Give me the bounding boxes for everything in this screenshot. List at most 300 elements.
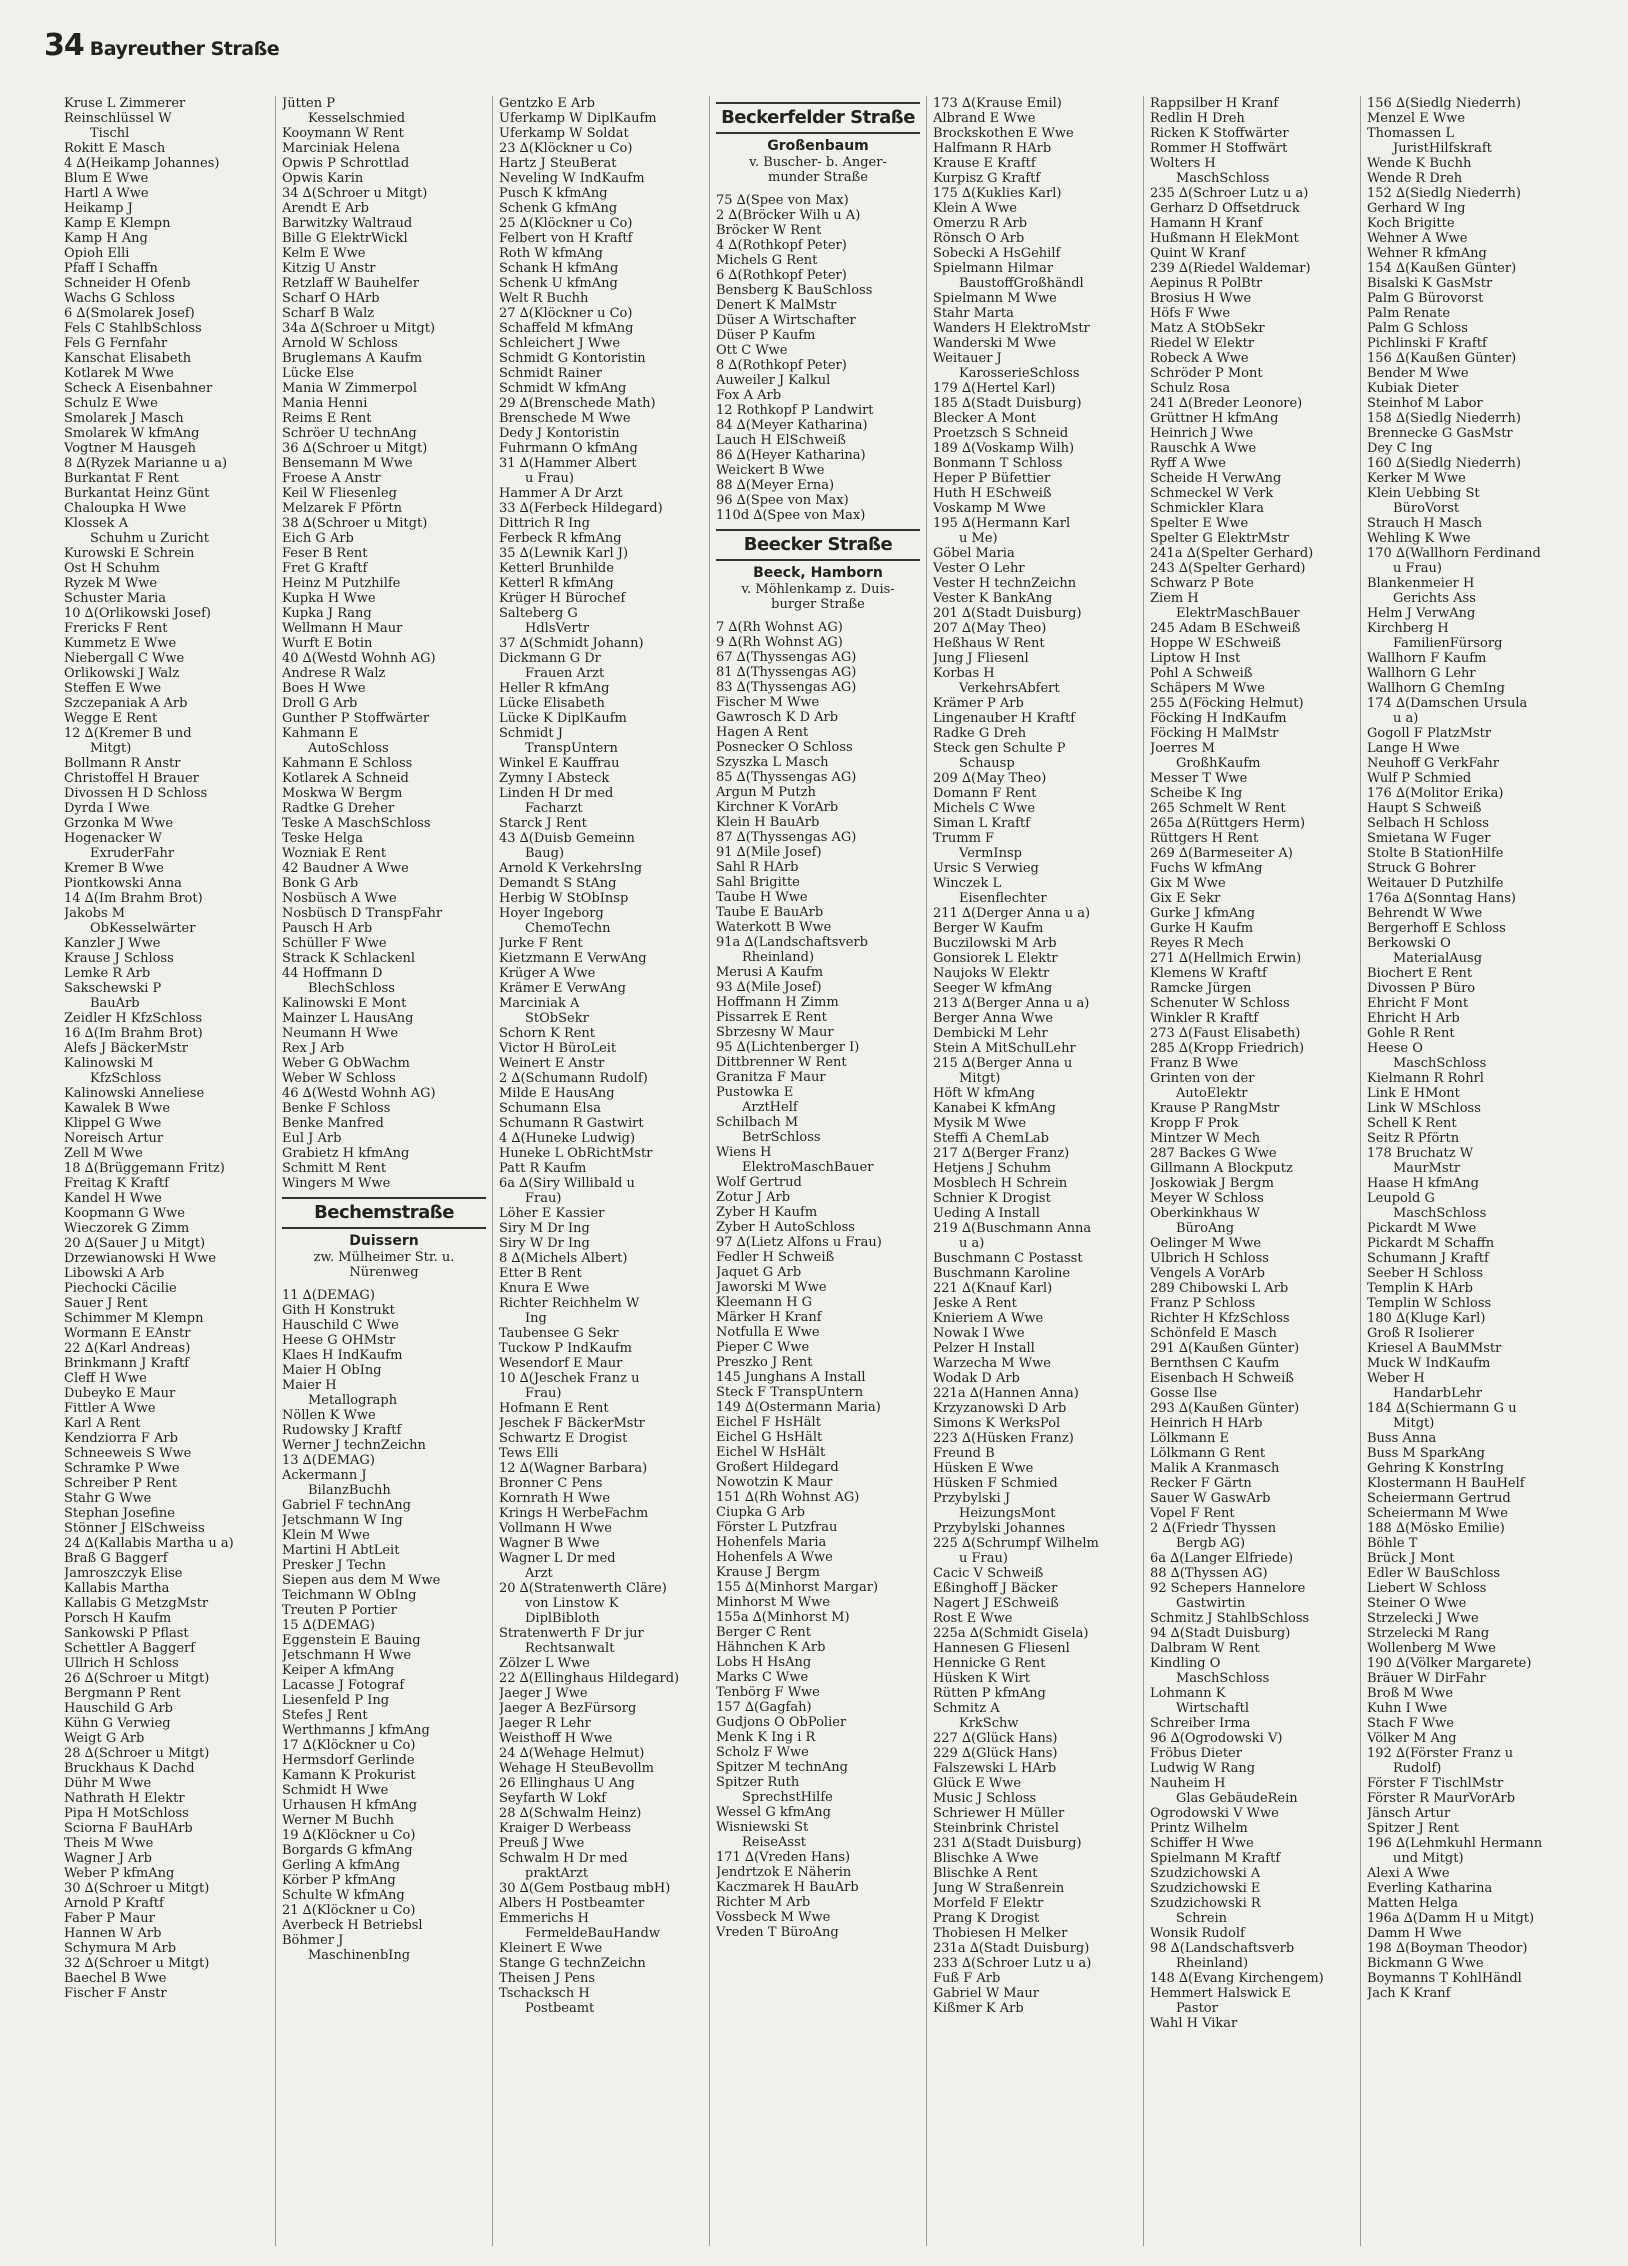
directory-entry: 215 ∆(Berger Anna u [933, 1056, 1073, 1071]
directory-entry: Schreiber P Rent [64, 1476, 177, 1491]
directory-entry: Halfmann R HArb [933, 141, 1052, 156]
directory-entry: Fröbus Dieter [1150, 1746, 1242, 1761]
directory-entry: Opioh Elli [64, 246, 130, 261]
directory-entry: Gonsiorek L Elektr [933, 951, 1058, 966]
directory-entry: Grinten von der [1150, 1071, 1255, 1086]
directory-entry: Stach F Wwe [1367, 1716, 1455, 1731]
directory-entry: Höft W kfmAng [933, 1086, 1035, 1101]
directory-entry: Chaloupka H Wwe [64, 501, 187, 516]
directory-entry: Przybylski J [933, 1491, 1011, 1506]
directory-entry: Ryzek M Wwe [64, 576, 158, 591]
directory-entry: Ackermann J [282, 1468, 367, 1483]
directory-entry: Kupka H Wwe [282, 591, 376, 606]
directory-entry: Quint W Kranf [1150, 246, 1246, 261]
directory-entry: Schiffer H Wwe [1150, 1836, 1254, 1851]
directory-entry: Berger W Kaufm [933, 921, 1044, 936]
directory-entry: Knura E Wwe [499, 1281, 590, 1296]
directory-entry: Dittbrenner W Rent [716, 1055, 847, 1070]
directory-entry: Schenk U kfmAng [499, 276, 618, 291]
directory-entry: Kupka J Rang [282, 606, 372, 621]
directory-entry: Liptow H Inst [1150, 651, 1241, 666]
directory-entry: Krause E Kraftf [933, 156, 1036, 171]
directory-entry: Hamann H Kranf [1150, 216, 1263, 231]
directory-entry: 22 ∆(Ellinghaus Hildegard) [499, 1671, 680, 1686]
directory-entry: Schwarz P Bote [1150, 576, 1254, 591]
directory-entry: BaustoffGroßhändl [959, 276, 1084, 291]
directory-entry: 75 ∆(Spee von Max) [716, 193, 849, 208]
directory-entry: Klemens W Kraftf [1150, 966, 1267, 981]
directory-entry: Wagner L Dr med [499, 1551, 616, 1566]
directory-entry: Franz P Schloss [1150, 1296, 1256, 1311]
directory-entry: Kietzmann E VerwAng [499, 951, 647, 966]
directory-entry: Rechtsanwalt [525, 1641, 615, 1656]
directory-entry: Stein A MitSchulLehr [933, 1041, 1076, 1056]
directory-entry: Hartz J SteuBerat [499, 156, 617, 171]
directory-entry: Dickmann G Dr [499, 651, 601, 666]
directory-entry: Taube E BauArb [716, 905, 824, 920]
page-header [44, 28, 279, 68]
directory-entry: Kotlarek A Schneid [282, 771, 409, 786]
directory-entry: TranspUntern [525, 741, 618, 756]
directory-entry: Pieper C Wwe [716, 1340, 810, 1355]
directory-entry: Kotlarek M Wwe [64, 366, 174, 381]
directory-entry: 201 ∆(Stadt Duisburg) [933, 606, 1082, 621]
directory-entry: Buss Anna [1367, 1431, 1437, 1446]
directory-entry: Winkel E Kauffrau [499, 756, 620, 771]
directory-entry: 239 ∆(Riedel Waldemar) [1150, 261, 1311, 276]
directory-entry: Printz Wilhelm [1150, 1821, 1248, 1836]
directory-entry: Jeschek F BäckerMstr [499, 1416, 645, 1431]
directory-entry: Eichel F HsHält [716, 1415, 821, 1430]
directory-entry: Böhle T [1367, 1536, 1418, 1551]
directory-entry: Kielmann R Rohrl [1367, 1071, 1484, 1086]
directory-entry: 22 ∆(Karl Andreas) [64, 1341, 191, 1356]
directory-entry: Victor H BüroLeit [499, 1041, 617, 1056]
directory-entry: Lohmann K [1150, 1686, 1226, 1701]
directory-entry: 178 Bruchatz W [1367, 1146, 1474, 1161]
directory-entry: Menzel E Wwe [1367, 111, 1466, 126]
directory-entry: Arnold K VerkehrsIng [499, 861, 643, 876]
directory-entry: Scholz F Wwe [716, 1745, 809, 1760]
directory-entry: u a) [1393, 711, 1419, 726]
directory-entry: Schmitz J StahlbSchloss [1150, 1611, 1310, 1626]
directory-entry: 171 ∆(Vreden Hans) [716, 1850, 851, 1865]
directory-entry: Groß R Isolierer [1367, 1326, 1474, 1341]
directory-entry: Richter Reichhelm W [499, 1296, 640, 1311]
directory-entry: Hoppe W ESchweiß [1150, 636, 1281, 651]
directory-entry: Vengels A VorArb [1150, 1266, 1265, 1281]
directory-entry: Schriewer H Müller [933, 1806, 1065, 1821]
directory-entry: Pipa H MotSchloss [64, 1806, 189, 1821]
directory-entry: Vester K BankAng [933, 591, 1053, 606]
directory-entry: 44 Hoffmann D [282, 966, 383, 981]
directory-entry: Schenk G kfmAng [499, 201, 618, 216]
directory-entry: Ulbrich H Schloss [1150, 1251, 1269, 1266]
directory-entry: Hennicke G Rent [933, 1656, 1046, 1671]
directory-entry: Glück E Wwe [933, 1776, 1022, 1791]
directory-entry: Spielmann M Wwe [933, 291, 1057, 306]
directory-entry: 4 ∆(Rothkopf Peter) [716, 238, 847, 253]
directory-entry: Heller R kfmAng [499, 681, 610, 696]
directory-entry: Brinkmann J Kraftf [64, 1356, 189, 1371]
directory-entry: Schnier K Drogist [933, 1191, 1051, 1206]
directory-entry: Körber P kfmAng [282, 1873, 396, 1888]
directory-entry: Jetschmann H Wwe [282, 1648, 412, 1663]
directory-entry: Schorn K Rent [499, 1026, 596, 1041]
directory-entry: Rönsch O Arb [933, 231, 1025, 246]
directory-entry: Ing [525, 1311, 547, 1326]
directory-entry: BlechSchloss [308, 981, 395, 996]
directory-entry: Linden H Dr med [499, 786, 614, 801]
directory-entry: Schmickler Klara [1150, 501, 1264, 516]
directory-entry: BüroAng [1176, 1221, 1235, 1236]
directory-entry: Preuß J Wwe [499, 1836, 585, 1851]
directory-entry: Fittler A Wwe [64, 1401, 156, 1416]
directory-entry: 175 ∆(Kuklies Karl) [933, 186, 1062, 201]
directory-entry: Kropp F Prok [1150, 1116, 1239, 1131]
directory-entry: Nowotzin K Maur [716, 1475, 833, 1490]
directory-entry: Mosblech H Schrein [933, 1176, 1068, 1191]
street-range-line: burger Straße [771, 597, 865, 612]
directory-entry: 152 ∆(Siedlg Niederrh) [1367, 186, 1521, 201]
directory-entry: Feser B Rent [282, 546, 368, 561]
directory-entry: Kornrath H Wwe [499, 1491, 611, 1506]
street-range-line: v. Möhlenkamp z. Duis- [741, 582, 895, 597]
directory-entry: Scheiermann M Wwe [1367, 1506, 1508, 1521]
directory-entry: Jeske A Rent [933, 1296, 1017, 1311]
directory-entry: MaschSchloss [1176, 171, 1270, 186]
directory-entry: Simons K WerksPol [933, 1416, 1061, 1431]
directory-entry: Wachs G Schloss [64, 291, 175, 306]
directory-entry: Waterkott B Wwe [716, 920, 832, 935]
directory-entry: Albrand E Wwe [933, 111, 1036, 126]
directory-entry: Lücke Else [282, 366, 355, 381]
directory-column [275, 96, 492, 2246]
directory-entry: Seeber H Schloss [1367, 1266, 1484, 1281]
directory-entry: StObSekr [525, 1011, 589, 1026]
directory-entry: Steck F TranspUntern [716, 1385, 864, 1400]
directory-entry: Lauch H ElSchweiß [716, 433, 846, 448]
directory-entry: Pfaff I Schaffn [64, 261, 158, 276]
directory-entry: 37 ∆(Schmidt Johann) [499, 636, 644, 651]
directory-entry: Heinrich H HArb [1150, 1416, 1263, 1431]
directory-entry: Steinbrink Christel [933, 1821, 1059, 1836]
directory-entry: Heper P Büfettier [933, 471, 1051, 486]
directory-entry: 189 ∆(Voskamp Wilh) [933, 441, 1075, 456]
directory-entry: Schmitz A [933, 1701, 1000, 1716]
directory-entry: Bonk G Arb [282, 876, 359, 891]
directory-entry: Pichlinski F Kraftf [1367, 336, 1487, 351]
directory-entry: 87 ∆(Thyssengas AG) [716, 830, 857, 845]
directory-entry: Seeger W kfmAng [933, 981, 1053, 996]
directory-entry: HdlsVertr [525, 621, 590, 636]
directory-entry: Kooymann W Rent [282, 126, 404, 141]
directory-entry: Scharf B Walz [282, 306, 375, 321]
directory-entry: Wessel G kfmAng [716, 1805, 831, 1820]
directory-entry: Scharf O HArb [282, 291, 380, 306]
directory-entry: Kanzler J Wwe [64, 936, 161, 951]
directory-entry: Gurke J kfmAng [1150, 906, 1256, 921]
directory-entry: Stönner J ElSchweiss [64, 1521, 205, 1536]
street-range-line: v. Buscher- b. Anger- [749, 155, 887, 170]
directory-entry: 221 ∆(Knauf Karl) [933, 1281, 1053, 1296]
directory-entry: Schumann Elsa [499, 1101, 601, 1116]
directory-entry: Szyszka L Masch [716, 755, 829, 770]
directory-entry: Göbel Maria [933, 546, 1015, 561]
directory-entry: 16 ∆(Im Brahm Brot) [64, 1026, 203, 1041]
directory-entry: Melzarek F Pförtn [282, 501, 403, 516]
directory-entry: Strauch H Masch [1367, 516, 1483, 531]
directory-entry: Kurowski E Schrein [64, 546, 195, 561]
directory-entry: Wallhorn G ChemIng [1367, 681, 1505, 696]
directory-entry: 211 ∆(Derger Anna u a) [933, 906, 1091, 921]
directory-entry: Siman L Kraftf [933, 816, 1030, 831]
directory-entry: Großert Hildegard [716, 1460, 839, 1475]
directory-entry: Redlin H Dreh [1150, 111, 1245, 126]
directory-entry: VerkehrsAbfert [959, 681, 1060, 696]
directory-entry: Schwalm H Dr med [499, 1851, 628, 1866]
directory-entry: Starck J Rent [499, 816, 587, 831]
directory-entry: 4 ∆(Huneke Ludwig) [499, 1131, 636, 1146]
directory-entry: 196a ∆(Damm H u Mitgt) [1367, 1911, 1535, 1926]
directory-entry: Bensberg K BauSchloss [716, 283, 873, 298]
directory-entry: Kallabis Martha [64, 1581, 170, 1596]
directory-entry: Opwis P Schrottlad [282, 156, 410, 171]
directory-entry: Bonmann T Schloss [933, 456, 1063, 471]
directory-entry: Löher E Kassier [499, 1206, 605, 1221]
directory-entry: Bernthsen C Kaufm [1150, 1356, 1280, 1371]
directory-entry: Retzlaff W Bauhelfer [282, 276, 419, 291]
directory-entry: Treuten P Portier [282, 1603, 397, 1618]
directory-entry: Frau) [525, 1191, 562, 1206]
directory-entry: Eßinghoff J Bäcker [933, 1581, 1058, 1596]
directory-entry: Lölkmann E [1150, 1431, 1229, 1446]
directory-entry: 30 ∆(Schroer u Mitgt) [64, 1881, 210, 1896]
directory-entry: 231a ∆(Stadt Duisburg) [933, 1941, 1090, 1956]
street-range-line: zw. Mülheimer Str. u. [313, 1250, 455, 1265]
directory-entry: Zymny I Absteck [499, 771, 610, 786]
directory-entry: Vossbeck M Wwe [716, 1910, 831, 1925]
directory-entry: 265 Schmelt W Rent [1150, 801, 1286, 816]
directory-entry: Sobecki A HsGehilf [933, 246, 1061, 261]
directory-entry: 4 ∆(Heikamp Johannes) [64, 156, 220, 171]
directory-entry: Ferbeck R kfmAng [499, 531, 622, 546]
directory-entry: 291 ∆(Kaußen Günter) [1150, 1341, 1300, 1356]
directory-entry: Kelm E Wwe [282, 246, 366, 261]
directory-entry: Pickardt M Schaffn [1367, 1236, 1495, 1251]
directory-entry: Dalbram W Rent [1150, 1641, 1260, 1656]
directory-entry: Barwitzky Waltraud [282, 216, 413, 231]
directory-entry: Burkantat F Rent [64, 471, 179, 486]
directory-entry: Preszko J Rent [716, 1355, 813, 1370]
directory-entry: Kitzig U Anstr [282, 261, 376, 276]
directory-entry: Liesenfeld P Ing [282, 1693, 390, 1708]
directory-entry: Demandt S StAng [499, 876, 617, 891]
directory-entry: Alefs J BäckerMstr [64, 1041, 188, 1056]
directory-entry: Drzewianowski H Wwe [64, 1251, 217, 1266]
directory-entry: 12 ∆(Kremer B und [64, 726, 192, 741]
directory-entry: Rappsilber H Kranf [1150, 96, 1279, 111]
directory-entry: Merusi A Kaufm [716, 965, 824, 980]
directory-entry: u a) [959, 1236, 985, 1251]
directory-entry: Bruckhaus K Dachd [64, 1761, 195, 1776]
directory-entry: Rauschk A Wwe [1150, 441, 1257, 456]
directory-entry: 154 ∆(Kaußen Günter) [1367, 261, 1517, 276]
directory-entry: Schell K Rent [1367, 1116, 1457, 1131]
directory-entry: Kendziorra F Arb [64, 1431, 178, 1446]
directory-entry: Brenschede M Wwe [499, 411, 631, 426]
directory-entry: Edler W BauSchloss [1367, 1566, 1501, 1581]
directory-entry: 110d ∆(Spee von Max) [716, 508, 866, 523]
directory-entry: Klein M Wwe [282, 1528, 370, 1543]
directory-entry: Szudzichowski R [1150, 1896, 1261, 1911]
directory-entry: Pissarrek E Rent [716, 1010, 827, 1025]
directory-entry: Vogtner M Hausgeh [64, 441, 196, 456]
directory-column [709, 96, 926, 2246]
directory-entry: Theisen J Pens [499, 1971, 596, 1986]
directory-entry: Burkantat Heinz Günt [64, 486, 210, 501]
street-header [716, 102, 920, 134]
directory-entry: Lacasse J Fotograf [282, 1678, 405, 1693]
directory-entry: Radtke G Dreher [282, 801, 395, 816]
directory-entry: Kamann K Prokurist [282, 1768, 416, 1783]
directory-entry: Sauer W GaswArb [1150, 1491, 1271, 1506]
directory-entry: Schröder P Mont [1150, 366, 1263, 381]
directory-entry: und Mitgt) [1393, 1851, 1464, 1866]
directory-entry: Mitgt) [1393, 1416, 1435, 1431]
directory-entry: 33 ∆(Ferbeck Hildegard) [499, 501, 663, 516]
directory-entry: Boymanns T KohlHändl [1367, 1971, 1522, 1986]
directory-entry: GroßhKaufm [1176, 756, 1261, 771]
directory-entry: Jaeger J Wwe [499, 1686, 588, 1701]
directory-entry: Notfulla E Wwe [716, 1325, 820, 1340]
directory-entry: Auweiler J Kalkul [716, 373, 831, 388]
directory-entry: 209 ∆(May Theo) [933, 771, 1047, 786]
directory-entry: 149 ∆(Ostermann Maria) [716, 1400, 881, 1415]
directory-entry: 8 ∆(Ryzek Marianne u a) [64, 456, 228, 471]
directory-entry: Pausch H Arb [282, 921, 373, 936]
directory-entry: Märker H Kranf [716, 1310, 822, 1325]
directory-entry: Grabietz H kfmAng [282, 1146, 410, 1161]
directory-entry: 10 ∆(Jeschek Franz u [499, 1371, 640, 1386]
directory-entry: Broß M Wwe [1367, 1686, 1454, 1701]
directory-entry: 38 ∆(Schroer u Mitgt) [282, 516, 428, 531]
directory-entry: Schank H kfmAng [499, 261, 619, 276]
directory-entry: Buss M SparkAng [1367, 1446, 1485, 1461]
directory-entry: Rudowsky J Kraftf [282, 1423, 402, 1438]
directory-entry: Wanders H ElektroMstr [933, 321, 1090, 336]
directory-entry: Winkler R Kraftf [1150, 1011, 1259, 1026]
directory-entry: 229 ∆(Glück Hans) [933, 1746, 1058, 1761]
directory-entry: Cleff H Wwe [64, 1371, 147, 1386]
street-header [282, 1197, 486, 1229]
directory-entry: Förster L Putzfrau [716, 1520, 838, 1535]
directory-entry: Kawalek B Wwe [64, 1101, 171, 1116]
directory-entry: Recker F Gärtn [1150, 1476, 1252, 1491]
directory-entry: Palm Renate [1367, 306, 1451, 321]
directory-entry: Wehner R kfmAng [1367, 246, 1487, 261]
directory-entry: Frauen Arzt [525, 666, 605, 681]
directory-entry: Neveling W IndKaufm [499, 171, 645, 186]
directory-entry: 207 ∆(May Theo) [933, 621, 1047, 636]
directory-entry: 7 ∆(Rh Wohnst AG) [716, 620, 843, 635]
directory-entry: u Me) [959, 531, 998, 546]
directory-entry: Eich G Arb [282, 531, 354, 546]
directory-entry: Dyrda I Wwe [64, 801, 150, 816]
directory-entry: Ursic S Verwieg [933, 861, 1039, 876]
directory-entry: 231 ∆(Stadt Duisburg) [933, 1836, 1082, 1851]
directory-entry: 92 Schepers Hannelore [1150, 1581, 1306, 1596]
street-header [716, 529, 920, 561]
directory-entry: Alexi A Wwe [1367, 1866, 1450, 1881]
directory-entry: 265a ∆(Rüttgers Herm) [1150, 816, 1306, 831]
directory-entry: Franz B Wwe [1150, 1056, 1239, 1071]
street-range [716, 155, 920, 185]
directory-entry: Böhmer J [282, 1933, 344, 1948]
directory-entry: Kalinowski Anneliese [64, 1086, 205, 1101]
directory-entry: Bruglemans A Kaufm [282, 351, 423, 366]
directory-entry: Rudolf) [1393, 1761, 1442, 1776]
directory-entry: Lemke R Arb [64, 966, 151, 981]
directory-entry: 241a ∆(Spelter Gerhard) [1150, 546, 1314, 561]
directory-entry: 293 ∆(Kaußen Günter) [1150, 1401, 1300, 1416]
directory-entry: u Frau) [525, 471, 574, 486]
directory-entry: Klein Uebbing St [1367, 486, 1480, 501]
directory-entry: Blischke A Rent [933, 1866, 1038, 1881]
directory-entry: u Frau) [1393, 561, 1442, 576]
directory-entry: Völker M Ang [1367, 1731, 1457, 1746]
directory-entry: Radke G Dreh [933, 726, 1027, 741]
directory-entry: Taubensee G Sekr [499, 1326, 619, 1341]
directory-entry: Nauheim H [1150, 1776, 1226, 1791]
directory-entry: Noreisch Artur [64, 1131, 164, 1146]
directory-entry: Wonsik Rudolf [1150, 1926, 1245, 1941]
directory-entry: Szudzichowski E [1150, 1881, 1261, 1896]
directory-entry: Struck G Bohrer [1367, 861, 1476, 876]
directory-entry: Bergmann P Rent [64, 1686, 181, 1701]
directory-entry: Kriesel A BauMMstr [1367, 1341, 1502, 1356]
directory-entry: Kummetz E Wwe [64, 636, 177, 651]
directory-entry: Gillmann A Blockputz [1150, 1161, 1293, 1176]
directory-entry: Riedel W Elektr [1150, 336, 1255, 351]
directory-entry: FermeldeBauHandw [525, 1926, 660, 1941]
directory-entry: Huth H ESchweiß [933, 486, 1052, 501]
directory-entry: Palm G Schloss [1367, 321, 1468, 336]
directory-entry: Schmidt J [499, 726, 563, 741]
directory-entry: Piechocki Cäcilie [64, 1281, 177, 1296]
directory-entry: Wellmann H Maur [282, 621, 403, 636]
directory-entry: Dubeyko E Maur [64, 1386, 176, 1401]
directory-entry: von Linstow K [525, 1596, 619, 1611]
directory-entry: Wesendorf E Maur [499, 1356, 623, 1371]
directory-entry: Porsch H Kaufm [64, 1611, 172, 1626]
directory-entry: 26 Ellinghaus U Ang [499, 1776, 635, 1791]
directory-entry: Blum E Wwe [64, 171, 149, 186]
directory-entry: Gawrosch K D Arb [716, 710, 839, 725]
directory-entry: Nosbüsch A Wwe [282, 891, 397, 906]
directory-entry: Weinert E Anstr [499, 1056, 605, 1071]
directory-columns [58, 96, 1578, 2246]
directory-entry: Stolte B StationHilfe [1367, 846, 1504, 861]
directory-entry: Everling Katharina [1367, 1881, 1493, 1896]
directory-entry: Jaeger A BezFürsorg [499, 1701, 637, 1716]
directory-entry: Ott C Wwe [716, 343, 788, 358]
directory-entry: Spielmann Hilmar [933, 261, 1054, 276]
directory-entry: Fret G Kraftf [282, 561, 368, 576]
directory-entry: 10 ∆(Orlikowski Josef) [64, 606, 211, 621]
directory-entry: Ehricht F Mont [1367, 996, 1469, 1011]
directory-entry: Nöllen K Wwe [282, 1408, 376, 1423]
